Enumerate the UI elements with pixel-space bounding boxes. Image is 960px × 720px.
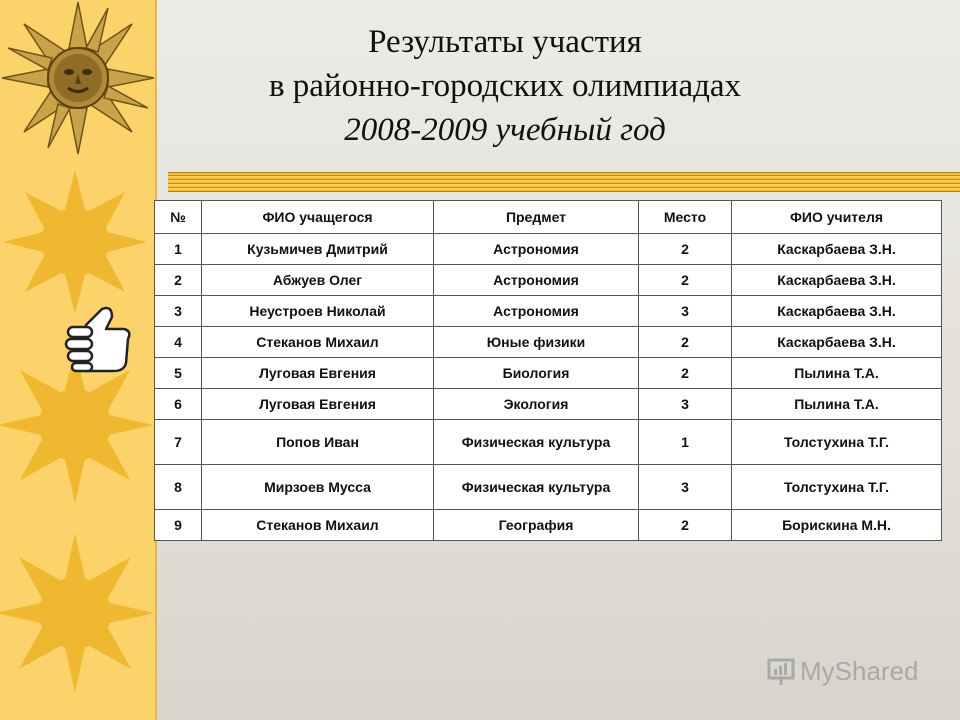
cell-subject: Астрономия: [434, 265, 639, 296]
table-row: [155, 510, 942, 541]
header-subject: Предмет: [434, 201, 639, 234]
cell-teacher: Толстухина Т.Г.: [732, 420, 942, 465]
presentation-icon: [766, 657, 796, 687]
cell-student: Неустроев Николай: [202, 296, 434, 327]
table-row: [155, 420, 942, 465]
cell-number: 6: [155, 389, 202, 420]
table-row: [155, 265, 942, 296]
header-place: Место: [639, 201, 732, 234]
table-row: [155, 234, 942, 265]
sun-icon: [0, 170, 155, 320]
table-row: [155, 465, 942, 510]
cell-teacher: Каскарбаева З.Н.: [732, 234, 942, 265]
watermark-text: MyShared: [800, 656, 919, 686]
header-student: ФИО учащегося: [202, 201, 434, 234]
table-row: [155, 296, 942, 327]
watermark: [766, 656, 919, 687]
cell-teacher: Толстухина Т.Г.: [732, 465, 942, 510]
title-year: 2008-2009 учебный год: [344, 112, 666, 148]
decorative-rule: [168, 172, 960, 192]
cell-number: 9: [155, 510, 202, 541]
cell-number: 3: [155, 296, 202, 327]
table-row: [155, 358, 942, 389]
cell-subject: Юные физики: [434, 327, 639, 358]
cell-number: 8: [155, 465, 202, 510]
cell-place: 3: [639, 389, 732, 420]
table-row: [155, 389, 942, 420]
cell-student: Кузьмичев Дмитрий: [202, 234, 434, 265]
cell-subject: Астрономия: [434, 234, 639, 265]
cell-place: 2: [639, 510, 732, 541]
cell-teacher: Каскарбаева З.Н.: [732, 265, 942, 296]
title-line-2: в районно-городских олимпиадах: [268, 68, 742, 104]
results-table: [154, 200, 942, 541]
cell-student: Мирзоев Мусса: [202, 465, 434, 510]
cell-number: 4: [155, 327, 202, 358]
table-row: [155, 327, 942, 358]
cell-number: 1: [155, 234, 202, 265]
cell-student: Стеканов Михаил: [202, 510, 434, 541]
metal-sun-icon: [0, 0, 160, 165]
cell-place: 2: [639, 358, 732, 389]
cell-student: Стеканов Михаил: [202, 327, 434, 358]
cell-teacher: Пылина Т.А.: [732, 389, 942, 420]
thumbs-up-icon: [62, 303, 134, 375]
cell-subject: Астрономия: [434, 296, 639, 327]
slide-title: [170, 20, 840, 152]
cell-subject: Биология: [434, 358, 639, 389]
cell-subject: Физическая культура: [434, 420, 639, 465]
cell-student: Абжуев Олег: [202, 265, 434, 296]
title-line-1: Результаты участия: [368, 24, 642, 60]
header-teacher: ФИО учителя: [732, 201, 942, 234]
cell-teacher: Каскарбаева З.Н.: [732, 296, 942, 327]
cell-place: 2: [639, 265, 732, 296]
cell-place: 1: [639, 420, 732, 465]
cell-student: Луговая Евгения: [202, 389, 434, 420]
cell-number: 7: [155, 420, 202, 465]
cell-place: 3: [639, 465, 732, 510]
cell-teacher: Пылина Т.А.: [732, 358, 942, 389]
header-number: №: [155, 201, 202, 234]
cell-place: 2: [639, 234, 732, 265]
cell-student: Попов Иван: [202, 420, 434, 465]
cell-subject: География: [434, 510, 639, 541]
cell-subject: Экология: [434, 389, 639, 420]
cell-teacher: Борискина М.Н.: [732, 510, 942, 541]
cell-number: 5: [155, 358, 202, 389]
cell-student: Луговая Евгения: [202, 358, 434, 389]
cell-subject: Физическая культура: [434, 465, 639, 510]
table-header-row: [155, 201, 942, 234]
cell-teacher: Каскарбаева З.Н.: [732, 327, 942, 358]
cell-place: 3: [639, 296, 732, 327]
cell-number: 2: [155, 265, 202, 296]
sun-icon: [0, 525, 155, 700]
cell-place: 2: [639, 327, 732, 358]
